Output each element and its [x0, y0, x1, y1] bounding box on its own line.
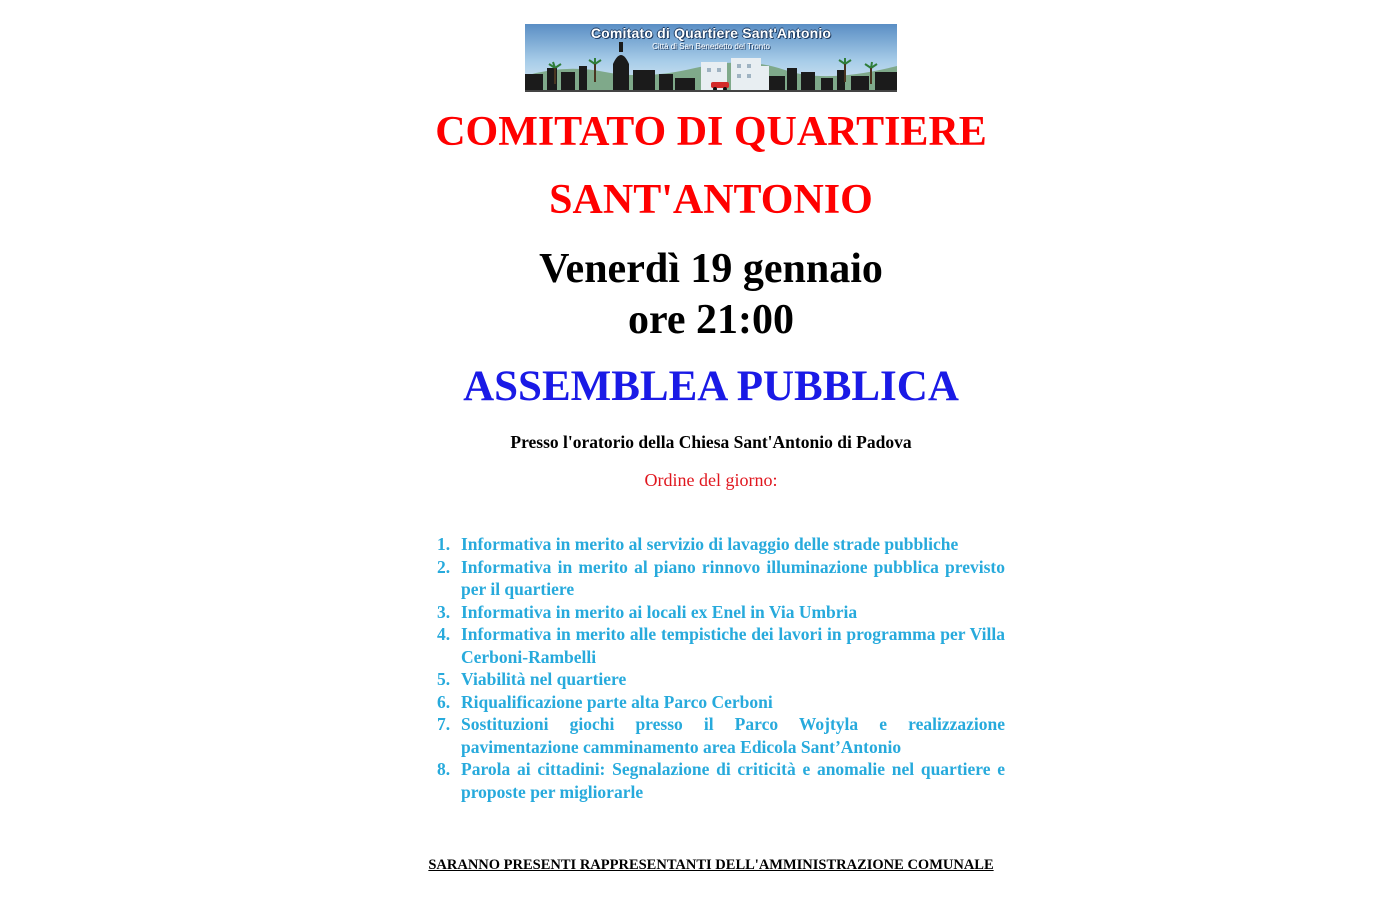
- agenda-item-2: [437, 556, 1005, 601]
- event-date: Venerdì 19 gennaio: [539, 246, 883, 292]
- agenda-item-4: [437, 623, 1005, 668]
- agenda-item-text: Parola ai cittadini: Segnalazione di criticità e anomalie nel quartiere e proposte per migliorarle: [461, 759, 1005, 802]
- agenda-item-text: Viabilità nel quartiere: [461, 669, 627, 689]
- agenda-item-7: [437, 713, 1005, 758]
- agenda-item-text: Informativa in merito alle tempistiche dei lavori in programma per Villa Cerboni-Rambelli: [461, 624, 1005, 667]
- agenda-list: [437, 533, 1005, 803]
- footer-note: SARANNO PRESENTI RAPPRESENTANTI DELL'AMMINISTRAZIONE COMUNALE: [428, 857, 994, 873]
- agenda-item-number: 8.: [437, 759, 451, 779]
- agenda-item-text: Informativa in merito ai locali ex Enel in Via Umbria: [461, 601, 858, 622]
- agenda-item-number: 7.: [437, 714, 451, 734]
- agenda-item-8: [437, 758, 1005, 803]
- banner-subtitle: Città di San Benedetto del Tronto: [652, 42, 770, 51]
- committee-banner: [525, 24, 897, 92]
- agenda-item-number: 6.: [437, 691, 451, 712]
- committee-title-line1: COMITATO DI QUARTIERE: [435, 109, 987, 155]
- agenda-item-text: Sostituzioni giochi presso il Parco Wojtyla e realizzazione pavimentazione camminamento area Edicola Sant’Antonio: [461, 714, 1005, 757]
- agenda-item-number: 5.: [437, 669, 451, 689]
- agenda-item-6: [437, 691, 1005, 714]
- agenda-item-number: 1.: [437, 534, 451, 554]
- agenda-item-1: [437, 533, 1005, 556]
- agenda-item-3: [437, 601, 1005, 624]
- event-type: ASSEMBLEA PUBBLICA: [463, 363, 959, 410]
- event-venue: Presso l'oratorio della Chiesa Sant'Antonio di Padova: [510, 432, 912, 452]
- agenda-heading: Ordine del giorno:: [644, 470, 778, 490]
- event-time: ore 21:00: [627, 297, 794, 343]
- agenda-item-number: 3.: [437, 601, 451, 622]
- agenda-item-5: [437, 668, 1005, 691]
- agenda-item-text: Informativa in merito al piano rinnovo illuminazione pubblica previsto per il quartiere: [461, 556, 1005, 599]
- agenda-item-number: 4.: [437, 624, 451, 644]
- agenda-item-number: 2.: [437, 556, 451, 577]
- banner-title: Comitato di Quartiere Sant'Antonio: [590, 25, 832, 41]
- agenda-item-text: Riqualificazione parte alta Parco Cerboni: [461, 691, 773, 712]
- committee-title-line2: SANT'ANTONIO: [549, 177, 873, 223]
- agenda-item-text: Informativa in merito al servizio di lavaggio delle strade pubbliche: [461, 534, 959, 554]
